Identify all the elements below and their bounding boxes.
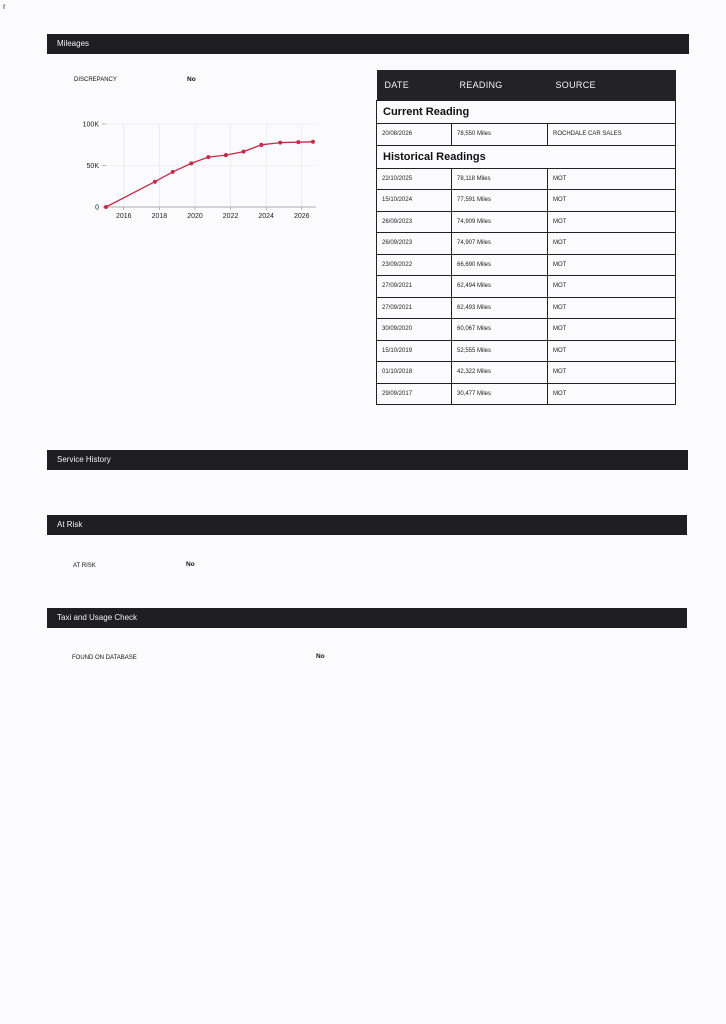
table-row [377,233,676,255]
table-row [377,340,676,362]
reading-date: 26/09/2023 [377,233,452,255]
at-risk-label: AT RISK [73,563,96,569]
table-row [377,319,676,341]
y-tick-label: 100K [82,121,99,129]
table-row [377,211,676,233]
reading-miles: 78,118 Miles [452,168,548,190]
taxi-usage-section-title: Taxi and Usage Check [57,613,138,622]
historical-readings-heading-row [377,145,676,168]
reading-source: MOT [548,254,676,276]
service-history-section-title: Service History [57,455,111,464]
chart-series [104,140,315,209]
mileage-chart [70,112,330,232]
reading-date: 29/09/2017 [377,383,452,405]
current-reading-heading: Current Reading [377,101,676,124]
reading-source: ROCHDALE CAR SALES [548,124,676,146]
mileage-data-point [224,153,228,157]
mileage-data-point [104,205,108,209]
chart-gridlines [106,124,316,207]
reading-miles: 30,477 Miles [452,383,548,405]
corner-mark: r [3,2,6,11]
reading-date: 27/09/2021 [377,297,452,319]
x-tick-label: 2016 [116,213,132,220]
reading-source: MOT [548,362,676,384]
at-risk-section-header [47,515,687,535]
reading-miles: 60,067 Miles [452,319,548,341]
x-tick-label: 2020 [187,213,203,220]
discrepancy-value: No [187,76,196,83]
reading-date: 01/10/2018 [377,362,452,384]
historical-readings-heading: Historical Readings [377,145,676,168]
reading-miles: 74,907 Miles [452,233,548,255]
reading-date: 22/10/2025 [377,168,452,190]
found-on-database-value: No [316,653,325,660]
y-tick-label: 50K [86,163,99,170]
mileage-data-point [278,141,282,145]
chart-axes [102,124,316,210]
reading-date: 15/10/2024 [377,190,452,212]
table-row [377,297,676,319]
reading-miles: 62,493 Miles [452,297,548,319]
reading-source: MOT [548,340,676,362]
reading-source: MOT [548,190,676,212]
y-tick-label: 0 [95,204,99,212]
table-row [377,276,676,298]
source-column-header: SOURCE [548,70,676,101]
mileage-data-point [171,170,175,174]
x-tick-label: 2018 [151,213,168,220]
reading-miles: 66,690 Miles [452,254,548,276]
reading-source: MOT [548,297,676,319]
reading-date: 27/09/2021 [377,276,452,298]
at-risk-section-title: At Risk [57,520,83,529]
taxi-usage-section-header [47,608,687,628]
mileage-data-point [153,180,157,184]
reading-source: MOT [548,211,676,233]
mileage-readings-table [376,70,676,405]
at-risk-value: No [186,561,195,568]
reading-miles: 62,494 Miles [452,276,548,298]
table-row [377,362,676,384]
table-row [377,124,676,146]
reading-source: MOT [548,168,676,190]
reading-source: MOT [548,319,676,341]
reading-miles: 78,550 Miles [452,124,548,146]
reading-date: 23/09/2022 [377,254,452,276]
date-column-header: DATE [377,70,452,101]
mileage-data-point [206,155,210,159]
reading-miles: 74,909 Miles [452,211,548,233]
service-history-section-header [47,450,688,470]
mileages-section-title: Mileages [57,39,90,48]
reading-date: 20/08/2026 [377,124,452,146]
discrepancy-label: DISCREPANCY [74,77,117,83]
reading-date: 26/09/2023 [377,211,452,233]
x-tick-label: 2022 [222,213,239,220]
reading-miles: 52,555 Miles [452,340,548,362]
reading-source: MOT [548,383,676,405]
mileage-series-line [106,142,313,207]
table-row [377,168,676,190]
chart-tick-labels [83,122,310,221]
x-tick-label: 2026 [293,213,310,220]
reading-miles: 77,591 Miles [452,190,548,212]
table-row [377,190,676,212]
mileage-data-point [189,161,193,165]
mileage-data-point [311,140,315,144]
reading-date: 15/10/2019 [377,340,452,362]
reading-source: MOT [548,233,676,255]
x-tick-label: 2024 [258,213,274,220]
reading-miles: 42,322 Miles [452,362,548,384]
table-row [377,254,676,276]
current-reading-heading-row [377,101,676,124]
mileage-data-point [242,150,246,154]
found-on-database-label: FOUND ON DATABASE [72,655,137,661]
reading-date: 30/09/2020 [377,319,452,341]
mileage-data-point [259,143,263,147]
reading-source: MOT [548,276,676,298]
mileages-section-header [47,34,689,54]
mileage-data-point [296,140,300,144]
table-header-row [377,70,676,101]
table-row [377,383,676,405]
reading-column-header: READING [452,70,548,101]
